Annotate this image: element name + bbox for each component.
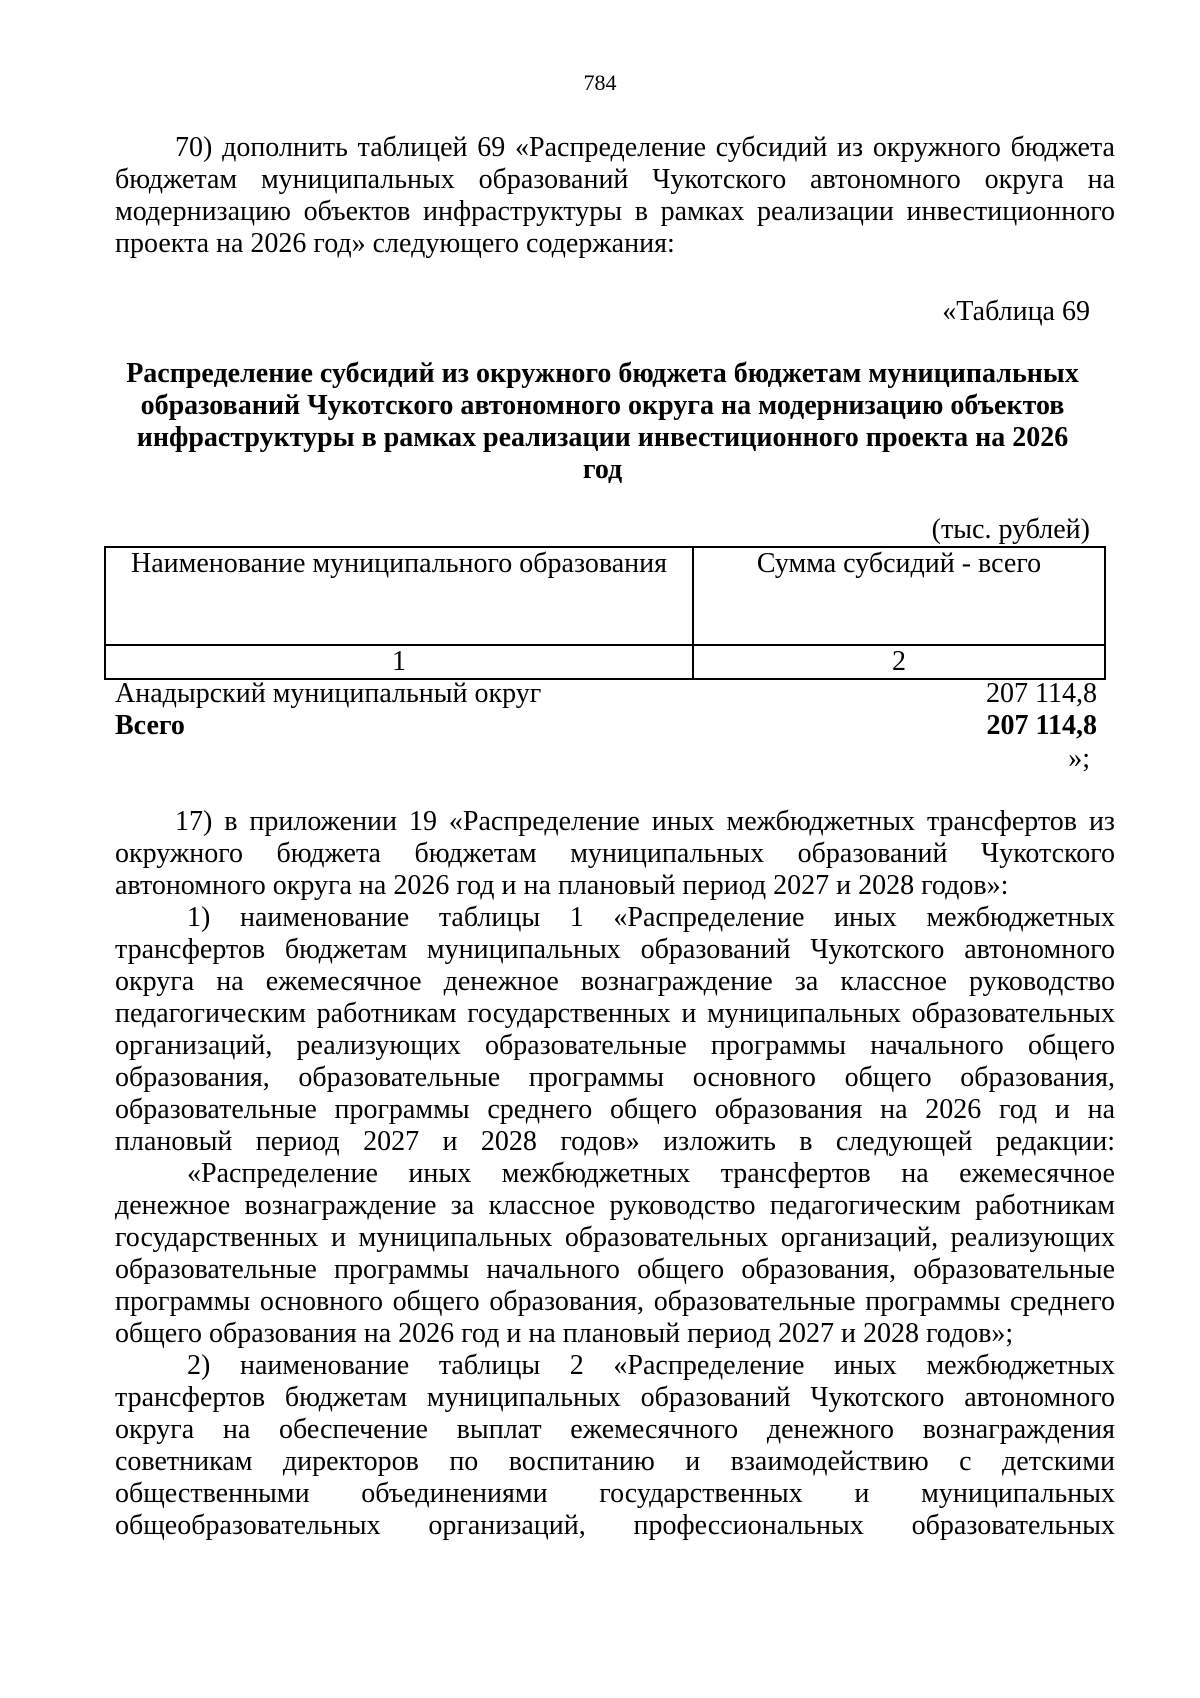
- total-amount: 207 114,8: [986, 710, 1097, 741]
- paragraph-item-70: [115, 132, 1115, 260]
- title-line: инфраструктуры в рамках реализации инвестиционного проекта на 2026: [136, 422, 1069, 453]
- text-line: проекта на 2026 год» следующего содержания:: [115, 228, 675, 259]
- title-line: образований Чукотского автономного округа на модернизацию объектов: [140, 390, 1065, 421]
- text-line: плановый период 2027 и 2028 годов» изложить в следующей редакции:: [115, 1126, 1115, 1157]
- table-caption: «Таблица 69: [942, 296, 1090, 327]
- closing-quote: »;: [1068, 743, 1090, 774]
- subsidy-table: [104, 546, 1106, 680]
- column-number-2: 2: [693, 645, 1105, 679]
- text-line: общеобразовательных организаций, профессиональных образовательных: [115, 1510, 1115, 1541]
- text-line: общего образования на 2026 год и на плановый период 2027 и 2028 годов»;: [115, 1318, 1014, 1349]
- paragraph-quote: [115, 1158, 1115, 1350]
- table-total-row: [115, 710, 1097, 742]
- text-line: бюджетам муниципальных образований Чукотского автономного округа на: [115, 164, 1115, 195]
- title-line: год: [582, 454, 623, 485]
- table-header-row: [105, 547, 1105, 645]
- text-line: программы основного общего образования, образовательные программы среднего: [115, 1286, 1115, 1317]
- text-line: 1) наименование таблицы 1 «Распределение иных межбюджетных: [187, 902, 1115, 933]
- text-line: трансфертов бюджетам муниципальных образований Чукотского автономного: [115, 1382, 1115, 1413]
- total-label: Всего: [115, 710, 185, 741]
- text-line: образования, образовательные программы основного общего образования,: [115, 1062, 1115, 1093]
- text-line: 17) в приложении 19 «Распределение иных межбюджетных трансфертов из: [175, 806, 1115, 837]
- header-cell-amount: Сумма субсидий - всего: [693, 547, 1105, 645]
- text-line: педагогическим работникам государственных и муниципальных образовательных: [115, 998, 1115, 1029]
- units-label: (тыс. рублей): [931, 514, 1090, 545]
- text-line: автономного округа на 2026 год и на плановый период 2027 и 2028 годов»:: [115, 870, 1009, 901]
- table-title: [115, 358, 1090, 486]
- table-number-row: [105, 645, 1105, 679]
- title-line: Распределение субсидий из окружного бюджета бюджетам муниципальных: [126, 358, 1079, 389]
- text-line: советникам директоров по воспитанию и взаимодействию с детскими: [115, 1446, 1115, 1477]
- column-number-1: 1: [105, 645, 693, 679]
- row-name: Анадырский муниципальный округ: [115, 678, 542, 709]
- text-line: денежное вознаграждение за классное руководство педагогическим работникам: [115, 1190, 1115, 1221]
- header-cell-name: Наименование муниципального образования: [105, 547, 693, 645]
- paragraph-item-17: [115, 806, 1115, 902]
- text-line: государственных и муниципальных образовательных организаций, реализующих: [115, 1222, 1115, 1253]
- row-amount: 207 114,8: [986, 678, 1097, 709]
- text-line: образовательные программы начального общего образования, образовательные: [115, 1254, 1115, 1285]
- text-line: организаций, реализующих образовательные программы начального общего: [115, 1030, 1115, 1061]
- paragraph-sub-1: [115, 902, 1115, 1158]
- text-line: округа на ежемесячное денежное вознаграждение за классное руководство: [115, 966, 1115, 997]
- text-line: образовательные программы среднего общего образования на 2026 год и на: [115, 1094, 1115, 1125]
- table-row: [115, 678, 1097, 710]
- text-line: общественными объединениями государственных и муниципальных: [115, 1478, 1115, 1509]
- paragraph-sub-2: [115, 1350, 1115, 1542]
- text-line: округа на обеспечение выплат ежемесячного денежного вознаграждения: [115, 1414, 1115, 1445]
- text-line: «Распределение иных межбюджетных трансфертов на ежемесячное: [187, 1158, 1115, 1189]
- text-line: 70) дополнить таблицей 69 «Распределение субсидий из окружного бюджета: [175, 132, 1115, 163]
- page-number: 784: [583, 70, 617, 95]
- text-line: 2) наименование таблицы 2 «Распределение иных межбюджетных: [187, 1350, 1115, 1381]
- text-line: модернизацию объектов инфраструктуры в рамках реализации инвестиционного: [115, 196, 1115, 227]
- text-line: окружного бюджета бюджетам муниципальных образований Чукотского: [115, 838, 1115, 869]
- text-line: трансфертов бюджетам муниципальных образований Чукотского автономного: [115, 934, 1115, 965]
